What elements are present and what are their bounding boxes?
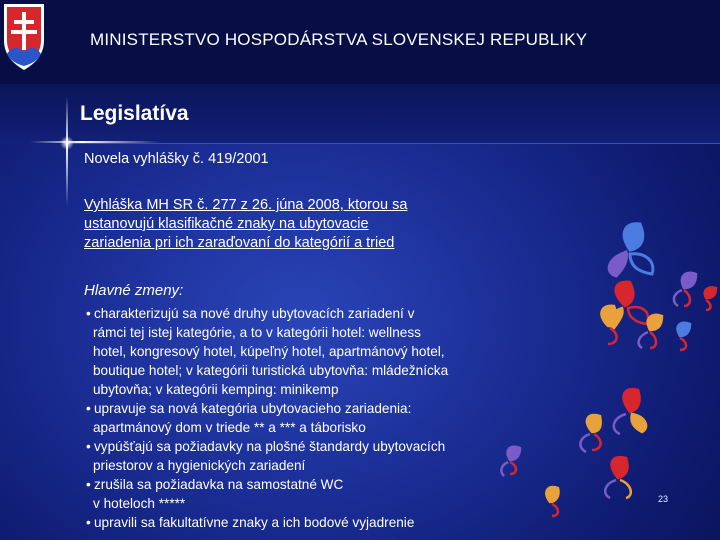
list-item bbox=[86, 513, 526, 532]
decree-text bbox=[84, 196, 504, 253]
item-line: priestorov a hygienických zariadení bbox=[93, 458, 306, 473]
item-line: apartmánový dom v triede ** a *** a táborisko bbox=[93, 420, 366, 435]
item-line: charakterizujú sa nové druhy ubytovacích zariadení v bbox=[94, 306, 415, 321]
list-item bbox=[86, 399, 526, 437]
item-line: rámci tej istej kategórie, a to v kategórii hotel: wellness bbox=[93, 325, 421, 340]
leaf-icon bbox=[546, 487, 558, 516]
decree-line: Vyhláška MH SR č. 277 z 26. júna 2008, ktorou sa bbox=[84, 197, 408, 213]
bullet-icon: • bbox=[86, 439, 91, 454]
item-line: upravili sa fakultatívne znaky a ich bodové vyjadrenie bbox=[94, 515, 415, 530]
bullet-icon: • bbox=[86, 477, 91, 492]
item-line: boutique hotel; v kategórii turistická ubytovňa: mládežnícka bbox=[93, 363, 449, 378]
decree-line: ustanovujú klasifikačné znaky na ubytovacie bbox=[84, 216, 369, 232]
item-line: ubytovňa; v kategórii kemping: minikemp bbox=[93, 382, 339, 397]
subtitle: Novela vyhlášky č. 419/2001 bbox=[84, 151, 269, 167]
leaf-icon bbox=[609, 224, 653, 276]
bullet-icon: • bbox=[86, 306, 91, 321]
item-line: v hoteloch ***** bbox=[93, 496, 186, 511]
ministry-title: MINISTERSTVO HOSPODÁRSTVA SLOVENSKEJ REPUBLIKY bbox=[90, 30, 588, 49]
leaf-icon bbox=[705, 287, 716, 310]
item-line: upravuje sa nová kategória ubytovacieho zariadenia: bbox=[94, 401, 412, 416]
list-item bbox=[86, 304, 526, 399]
leaf-icon bbox=[580, 415, 600, 452]
decorative-leaves bbox=[480, 210, 720, 540]
bullet-icon: • bbox=[86, 515, 91, 530]
item-line: vypúšťajú sa požiadavky na plošné štandardy ubytovacích bbox=[94, 439, 446, 454]
leaf-icon bbox=[639, 315, 662, 348]
leaf-icon bbox=[501, 447, 520, 476]
decor-vertical-line bbox=[66, 96, 68, 206]
leaf-icon bbox=[605, 457, 631, 498]
list-item bbox=[86, 475, 526, 513]
decree-line: zariadenia pri ich zaraďovaní do kategórií a tried bbox=[84, 235, 395, 251]
slide-title: Legislatíva bbox=[80, 102, 189, 125]
bullet-icon: • bbox=[86, 401, 91, 416]
item-line: hotel, kongresový hotel, kúpeľný hotel, apartmánový hotel, bbox=[93, 344, 445, 359]
decor-rule bbox=[68, 143, 720, 144]
leaf-icon bbox=[674, 273, 696, 306]
decor-sparkle bbox=[60, 136, 74, 150]
page-number: 23 bbox=[658, 494, 669, 504]
changes-list bbox=[86, 304, 526, 532]
item-line: zrušila sa požiadavka na samostatné WC bbox=[94, 477, 344, 492]
list-item bbox=[86, 437, 526, 475]
leaf-icon bbox=[614, 389, 646, 434]
changes-heading: Hlavné zmeny: bbox=[84, 282, 184, 299]
slovak-coat-of-arms-icon bbox=[0, 0, 48, 72]
leaf-icon bbox=[678, 323, 690, 350]
